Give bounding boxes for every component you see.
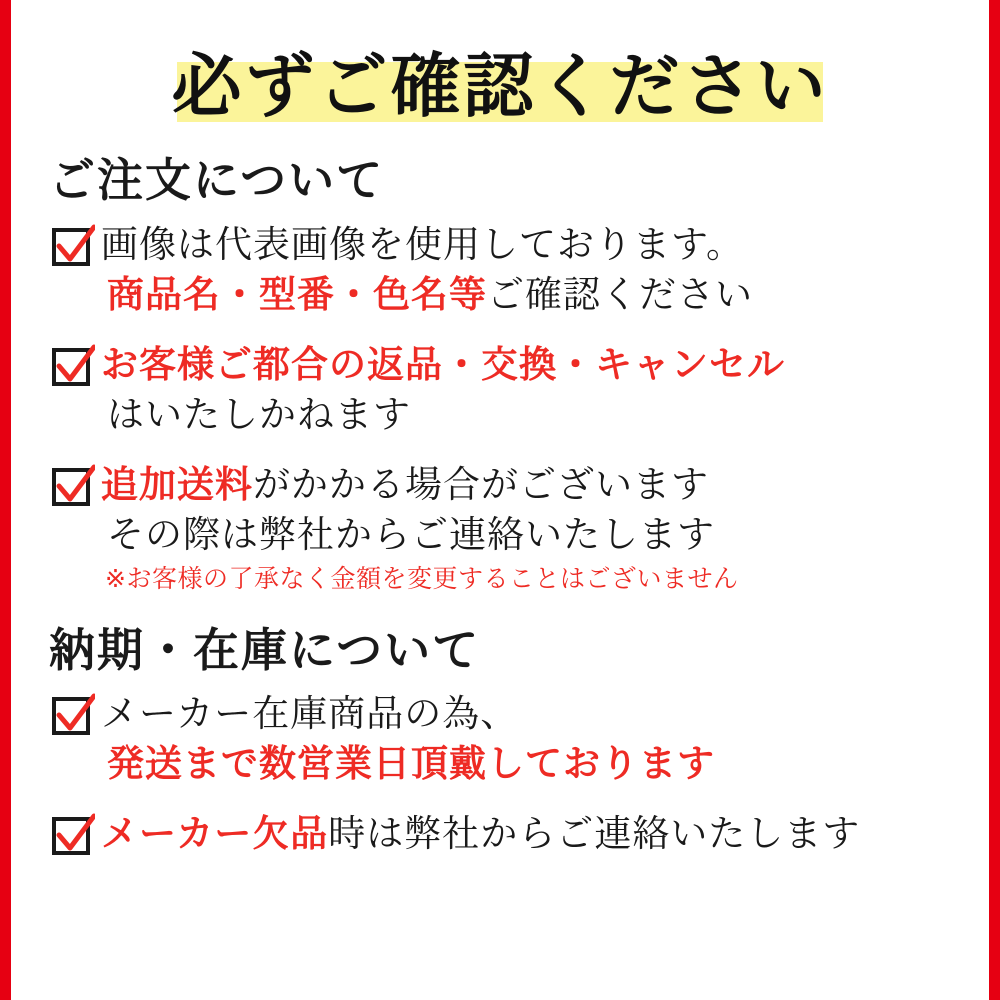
- list-item: [51, 689, 959, 789]
- list-item-lines: [101, 809, 959, 859]
- item-line: メーカー在庫商品の為、: [101, 692, 519, 735]
- list-item-lines: [101, 340, 959, 440]
- checkbox-checked-icon: [51, 693, 95, 737]
- checkbox-checked-icon: [51, 464, 95, 508]
- item-note: ※お客様の了承なく金額を変更することはございません: [105, 563, 739, 593]
- right-red-bar: [989, 0, 1000, 1000]
- item-line-red: 商品名・型番・色名等: [107, 272, 487, 316]
- list-item: [51, 340, 959, 440]
- list-item-lines: [101, 689, 959, 789]
- item-line: 画像は代表画像を使用しております。: [101, 222, 745, 266]
- list-item: [51, 220, 959, 320]
- item-line-black: がかかる場合がございます: [253, 462, 709, 506]
- item-line: 発送まで数営業日頂戴しております: [107, 742, 715, 785]
- item-line-red: メーカー欠品: [101, 812, 329, 855]
- item-line-red: 追加送料: [101, 462, 253, 506]
- list-item: [51, 460, 959, 598]
- content-area: [11, 0, 989, 1000]
- section-heading-delivery: 納期・在庫について: [49, 622, 481, 677]
- list-item: [51, 809, 959, 859]
- left-red-bar: [0, 0, 11, 1000]
- page-title: 必ずご確認ください: [171, 45, 829, 127]
- item-line: お客様ご都合の返品・交換・キャンセル: [101, 342, 785, 386]
- item-line-black: 時は弊社からご連絡いたします: [328, 812, 861, 855]
- item-line-black: ご確認ください: [487, 272, 753, 316]
- item-line: はいたしかねます: [107, 392, 411, 436]
- item-line: その際は弊社からご連絡いたします: [107, 512, 715, 556]
- checkbox-checked-icon: [51, 224, 95, 268]
- list-item-lines: [101, 220, 959, 320]
- page-title-wrap: [41, 34, 959, 146]
- section-heading-order: ご注文について: [49, 153, 385, 207]
- item-line: [101, 460, 959, 510]
- item-line: [101, 270, 959, 320]
- list-item-lines: [101, 460, 959, 598]
- checkbox-checked-icon: [51, 813, 95, 857]
- checkbox-checked-icon: [51, 344, 95, 388]
- item-line: [101, 809, 959, 859]
